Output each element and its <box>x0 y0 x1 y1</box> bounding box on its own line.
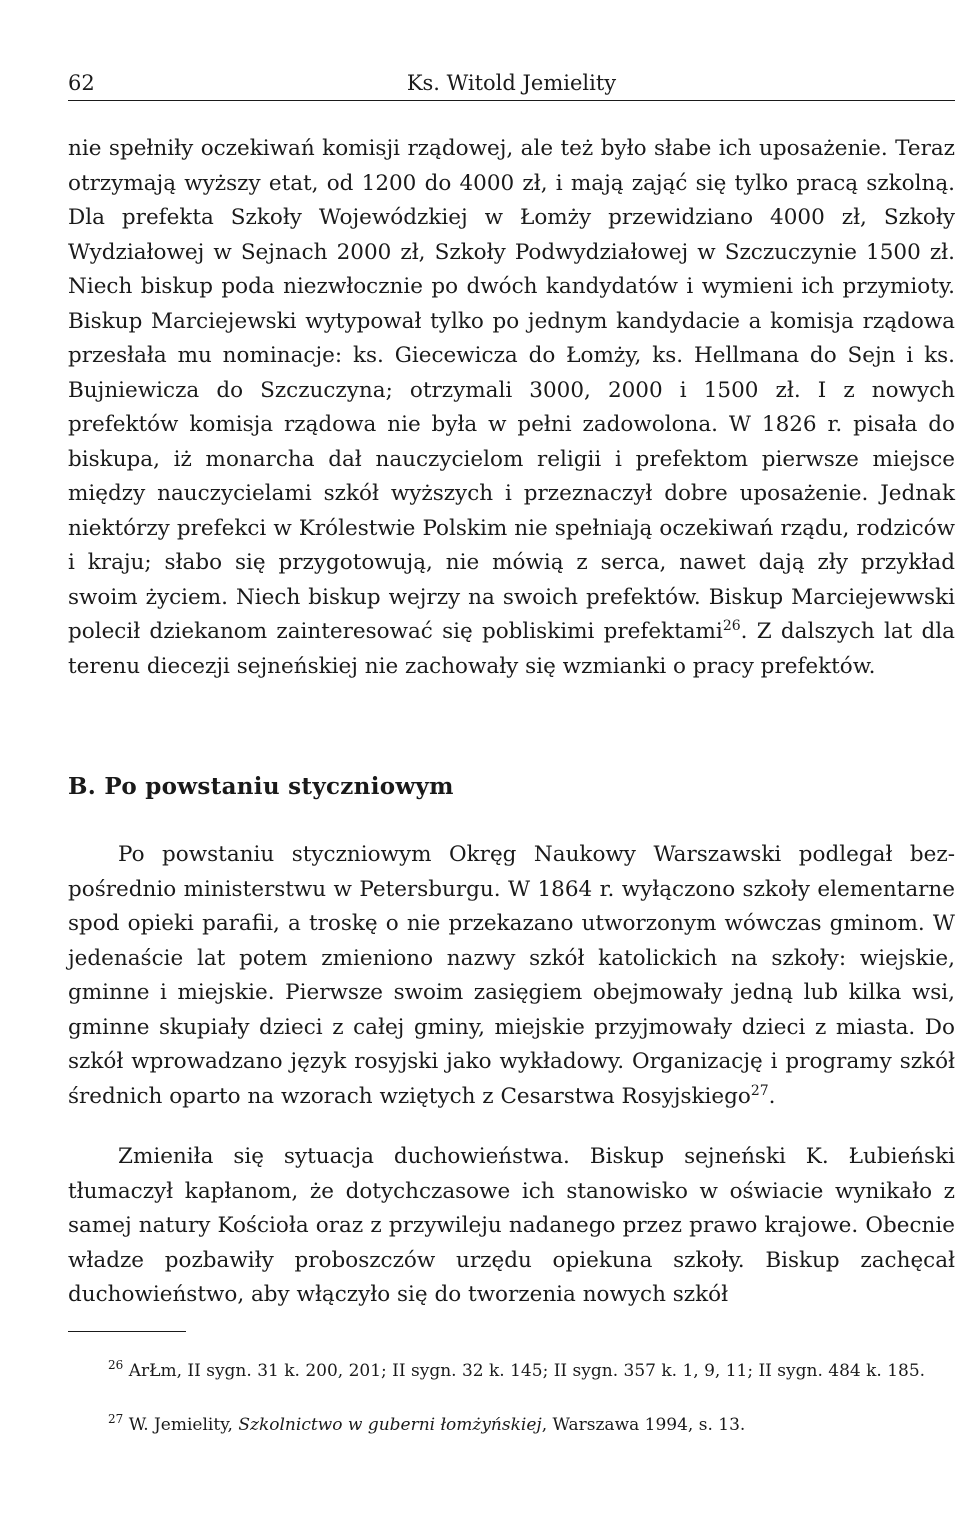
footnote-author: W. Jemielity, <box>128 1415 239 1435</box>
page-number: 62 <box>68 71 95 95</box>
footnote-publication: , Warszawa 1994, s. 13. <box>541 1415 746 1435</box>
paragraph-text: nie spełniły oczekiwań komisji rządowej, ale też było słabe ich uposażenie. Teraz otrzymają wyższy etat, od 1200 do 4000 zł, i mają zająć się tylko pracą szkolną. Dla prefekta Szkoły Wojewódzkiej w Łomży przewidziano 4000 zł, Szkoły Wydziałowej w Sejnach 2000 zł, Szkoły Podwydziałowej w Szczuczynie 1500 zł. Niech biskup poda niezwłocznie po dwóch kandydatów i wymieni ich przymioty. Biskup Marciejewski wytypował tylko po jednym kandydacie a komisja rządowa przesłała mu nominacje: ks. Giecewicza do Łomży, ks. Hellmana do Sejn i ks. Bujniewicza do Szczuczyna; otrzymali 3000, 2000 i 1500 zł. I z nowych prefektów komisja rządowa nie była w pełni zadowolona. W 1826 r. pisała do biskupa, iż monarcha dał nauczycielom religii i prefektom pierwsze miejsce między nauczycielami szkół wyższych i przeznaczył dobre uposażenie. Jednak niektórzy prefekci w Królestwie Polskim nie spełniają oczekiwań rządu, rodziców i kraju; słabo się przygotowują, nie mówią z serca, nawet dają zły przykład swoim życiem. Niech biskup wejrzy na swoich prefektów. Biskup Marciejewwski polecił dziekanom zainteresować się pobliskimi prefektami <box>68 136 955 644</box>
paragraph-text: Po powstaniu styczniowym Okręg Naukowy Warszawski podlegał bezpośrednio ministerstwu w Petersburgu. W 1864 r. wyłączono szkoły elementarne spod opieki parafii, a troskę o nie przekazano utworzonym wówczas gminom. W jedenaście lat potem zmieniono nazwy szkół katolickich na szkoły: wiejskie, gminne i miejskie. Pierwsze swoim zasięgiem obejmowały jedną lub kilka wsi, gminne skupiały dzieci z całej gminy, miejskie przyjmowały dzieci z miasta. Do szkół wprowadzano język rosyjski jako wykładowy. Organizację i programy szkół średnich oparto na wzorach wziętych z Cesarstwa Rosyjskiego <box>68 842 955 1109</box>
footnote-rule <box>68 1331 186 1332</box>
footnote-ref-26[interactable]: 26 <box>722 618 741 634</box>
header-rule <box>68 100 955 101</box>
footnote-number: 26 <box>108 1358 124 1372</box>
footnote-26 <box>68 1358 955 1384</box>
paragraph-prefects <box>68 132 955 684</box>
footnote-title: Szkolnictwo w guberni łomżyńskiej <box>238 1415 542 1435</box>
footnote-text: ArŁm, II sygn. 31 k. 200, 201; II sygn. 32 k. 145; II sygn. 357 k. 1, 9, 11; II sygn. 484 k. 185. <box>128 1361 926 1381</box>
footnote-27 <box>68 1412 955 1438</box>
section-heading: B. Po powstaniu styczniowym <box>68 773 454 800</box>
page-header <box>68 68 955 98</box>
running-head: Ks. Witold Jemielity <box>406 71 617 95</box>
footnote-number: 27 <box>108 1412 124 1426</box>
paragraph-text: . <box>768 1083 776 1109</box>
paragraph-clergy <box>68 1140 955 1313</box>
paragraph-text: . Z dalszych lat dla terenu diecezji sejneńskiej nie zachowały się wzmianki o pracy prefektów. <box>68 619 955 679</box>
footnote-ref-27[interactable]: 27 <box>750 1082 769 1099</box>
paragraph-text: Zmieniła się sytuacja duchowieństwa. Biskup sejneński K. Łubieński tłumaczył kapłanom, że dotychczasowe ich stanowisko w oświacie wynikało z samej natury Kościoła oraz z przywileju nadanego przez prawo krajowe. Obecnie władze pozbawiły proboszczów urzędu opiekuna szkoły. Biskup zachęcał duchowieństwo, aby włączyło się do tworzenia nowych szkół <box>68 1144 955 1307</box>
paragraph-after-uprising <box>68 838 955 1114</box>
